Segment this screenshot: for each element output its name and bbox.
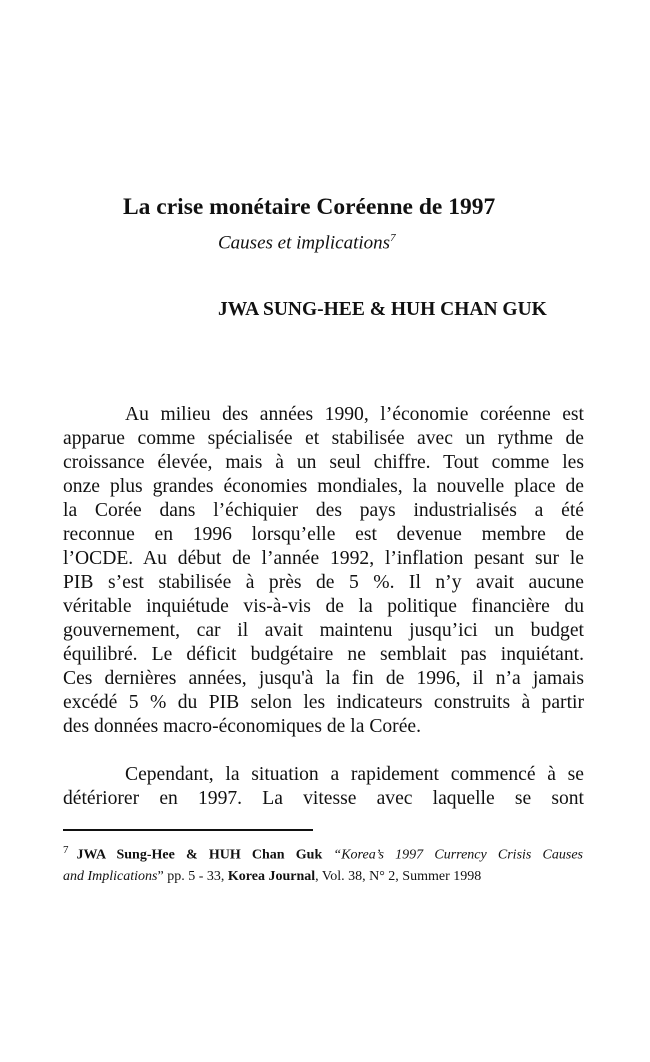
subtitle-text: Causes et implications	[218, 232, 391, 254]
text-line: détériorer en 1997. La vitesse avec laquelle se sont	[63, 788, 584, 809]
text-line: apparue comme spécialisée et stabilisée avec un rythme de	[63, 428, 584, 449]
footnote-pages: ” pp. 5 - 33,	[157, 868, 228, 884]
text-line: la Corée dans l’échiquier des pays industrialisés a été	[63, 500, 584, 521]
text-line: véritable inquiétude vis-à-vis de la politique financière du	[63, 596, 584, 617]
footnote-journal: Korea Journal	[227, 868, 316, 884]
authors: JWA SUNG-HEE & HUH CHAN GUK	[218, 299, 547, 320]
footnote-title: “Korea’s 1997 Currency Crisis Causes	[333, 847, 583, 863]
text-line: reconnue en 1996 lorsqu’elle est devenue membre de	[63, 524, 584, 545]
text-line: excédé 5 % du PIB selon les indicateurs construits à partir	[63, 692, 584, 713]
text-line: Au milieu des années 1990, l’économie coréenne est	[125, 404, 584, 425]
text-line: équilibré. Le déficit budgétaire ne semblait pas inquiétant.	[63, 644, 584, 665]
paragraph-1	[63, 403, 584, 739]
text-line: gouvernement, car il avait maintenu jusqu’ici un budget	[63, 620, 584, 641]
footnote-authors: JWA Sung-Hee & HUH Chan Guk	[76, 847, 323, 863]
subtitle	[218, 232, 396, 254]
footnote-line-2	[63, 866, 583, 887]
text-line: croissance élevée, mais à un seul chiffre. Tout comme les	[63, 452, 584, 473]
paragraph-2	[63, 763, 584, 811]
text-line: des données macro-économiques de la Corée.	[63, 716, 421, 737]
footnote-divider	[63, 829, 313, 831]
footnote-number: 7	[63, 844, 69, 856]
page-title: La crise monétaire Coréenne de 1997	[123, 194, 496, 220]
footnote-title-cont: and Implications	[63, 868, 158, 884]
footnote-reference: 7	[390, 232, 396, 244]
footnote	[63, 840, 583, 887]
text-line: Ces dernières années, jusqu'à la fin de 1996, il n’a jamais	[63, 668, 584, 689]
text-line: onze plus grandes économies mondiales, la nouvelle place de	[63, 476, 584, 497]
footnote-details: , Vol. 38, N° 2, Summer 1998	[315, 868, 482, 884]
footnote-line-1	[63, 840, 583, 866]
text-line: Cependant, la situation a rapidement commencé à se	[125, 764, 584, 785]
text-line: PIB s’est stabilisée à près de 5 %. Il n’y avait aucune	[63, 572, 584, 593]
text-line: l’OCDE. Au début de l’année 1992, l’inflation pesant sur le	[63, 548, 584, 569]
